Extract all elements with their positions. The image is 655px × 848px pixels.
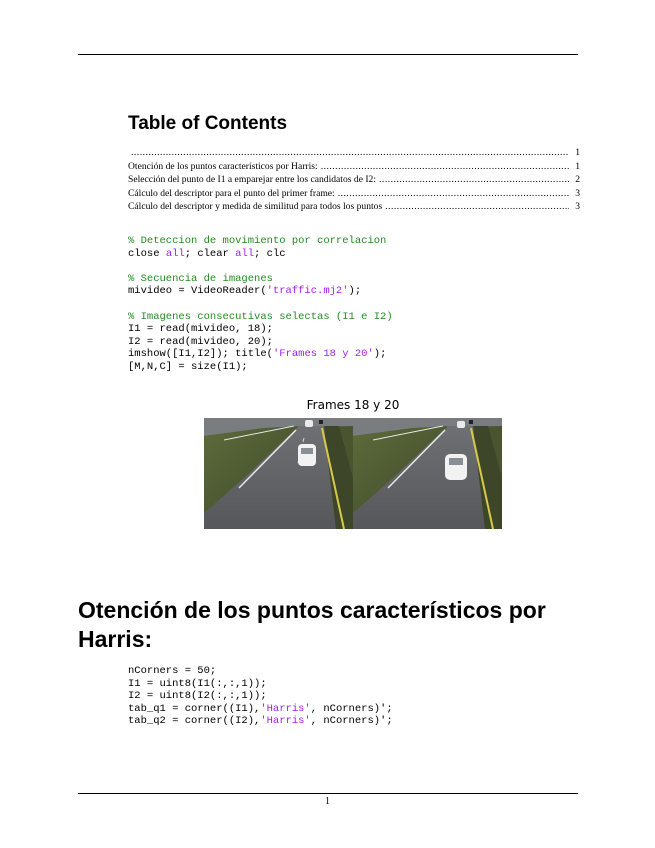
code-text: ; clear (184, 247, 236, 260)
code-comment: % Imagenes consecutivas selectas (I1 e I2) (128, 310, 393, 323)
toc-entry-text: Selección del punto de I1 a emparejar entre los candidatos de I2: (128, 174, 377, 186)
toc-entry-text: Otención de los puntos característicos por Harris: (128, 160, 318, 172)
code-text: , nCorners)'; (310, 715, 393, 728)
toc-title: Table of Contents (128, 113, 288, 134)
frame-20-image (353, 418, 502, 529)
code-text: ; clc (254, 247, 286, 260)
table-of-contents (128, 146, 580, 214)
footer-rule (78, 793, 578, 794)
code-text: I2 = read(mivideo, 20); (128, 335, 273, 348)
toc-entry[interactable] (128, 146, 580, 160)
section-heading-line-2: Harris: (78, 626, 153, 652)
code-text: tab_q2 = corner((I2), (128, 715, 261, 728)
section-heading (78, 596, 546, 654)
toc-leader-dots (321, 160, 569, 174)
code-block-harris (128, 665, 393, 728)
code-string: 'traffic.mj2' (266, 285, 349, 298)
code-comment: % Deteccion de movimiento por correlacion (128, 235, 387, 247)
code-comment: % Secuencia de imagenes (128, 272, 273, 285)
code-text: nCorners = 50; (128, 665, 217, 677)
code-text: I1 = uint8(I1(:,:,1)); (128, 677, 267, 690)
code-text: tab_q1 = corner((I1), (128, 702, 261, 715)
code-keyword: all (165, 247, 185, 260)
section-heading-line-1: Otención de los puntos característicos por (78, 597, 546, 623)
toc-leader-dots (379, 173, 569, 187)
toc-entry-page: 3 (575, 201, 580, 213)
toc-entry[interactable] (128, 160, 580, 174)
toc-entry-page: 2 (575, 174, 580, 186)
page-number: 1 (325, 796, 330, 807)
code-text: I2 = uint8(I2(:,:,1)); (128, 690, 267, 703)
toc-entry-text: Cálculo del descriptor y medida de similitud para todos los puntos (128, 201, 383, 213)
traffic-frames-image (204, 418, 502, 529)
header-rule (78, 54, 578, 55)
code-string: 'Harris' (260, 702, 311, 715)
code-text: [M,N,C] = size(I1); (128, 360, 248, 373)
code-text: , nCorners)'; (310, 702, 393, 715)
code-text: close (128, 247, 166, 260)
toc-entry-page: 1 (575, 160, 580, 172)
toc-entry-text: Cálculo del descriptor para el punto del primer frame: (128, 187, 335, 199)
code-string: 'Frames 18 y 20' (272, 348, 374, 361)
code-text: imshow([I1,I2]); title( (128, 348, 273, 361)
toc-leader-dots (385, 200, 569, 214)
toc-entry-page: 3 (575, 187, 580, 199)
toc-leader-dots (131, 146, 569, 160)
toc-leader-dots (338, 187, 569, 201)
toc-entry[interactable] (128, 187, 580, 201)
code-text: I1 = read(mivideo, 18); (128, 323, 273, 336)
code-text: ); (348, 285, 362, 298)
code-text: ); (373, 348, 387, 361)
code-string: 'Harris' (260, 715, 311, 728)
toc-entry[interactable] (128, 200, 580, 214)
code-text: mivideo = VideoReader( (128, 285, 267, 298)
frame-18-image (204, 418, 353, 529)
code-keyword: all (235, 247, 255, 260)
toc-entry[interactable] (128, 173, 580, 187)
code-block-setup (128, 235, 393, 374)
figure-title: Frames 18 y 20 (306, 398, 400, 412)
toc-entry-page: 1 (575, 147, 580, 158)
